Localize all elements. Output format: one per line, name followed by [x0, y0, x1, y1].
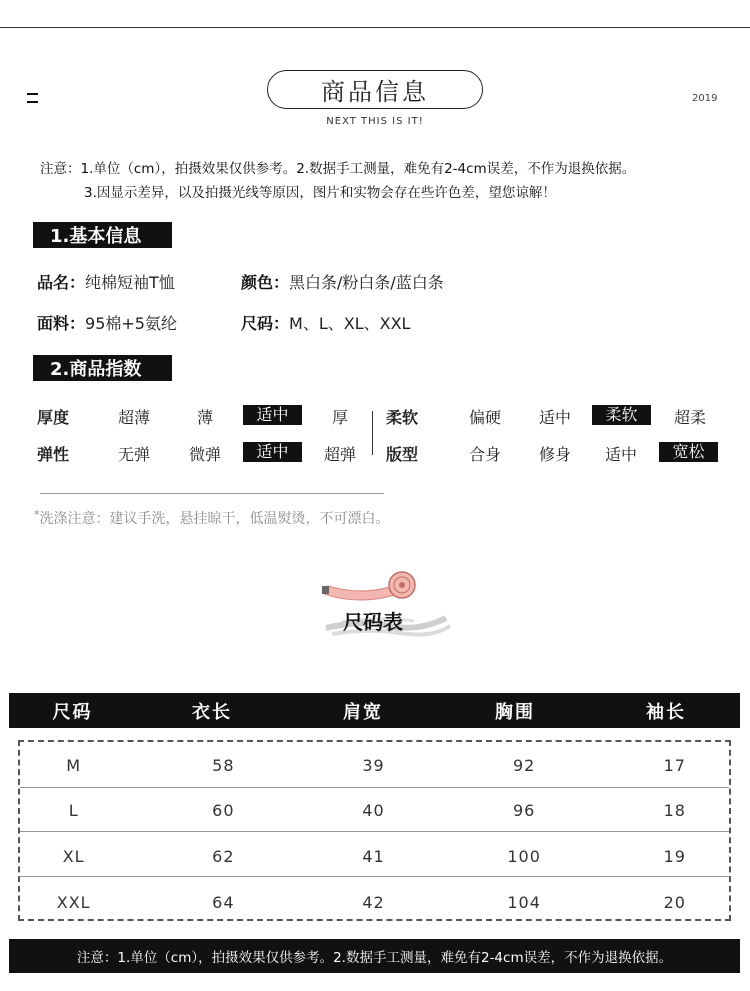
table-row [20, 833, 729, 879]
index-option: 超薄 [117, 408, 150, 427]
row-divider [20, 831, 729, 832]
info-material [37, 311, 177, 334]
top-rule [0, 27, 750, 28]
wash-rule [40, 493, 384, 494]
info-key: 面料： [37, 314, 86, 333]
index-option: 合身 [468, 445, 501, 464]
notice-line-1: 注意：1.单位（cm），拍摄效果仅供参考。2.数据手工测量，难免有2-4cm误差，不作为退换依据。 [40, 161, 636, 177]
table-cell: XL [62, 846, 85, 866]
info-value: 纯棉短袖T恤 [85, 273, 175, 292]
size-chart-title: 尺码表 [343, 610, 403, 634]
index-option: 超柔 [673, 408, 706, 427]
index-option: 无弹 [117, 445, 150, 464]
section-heading-basic: 1.基本信息 [33, 222, 172, 248]
table-cell: 64 [212, 892, 235, 912]
table-cell: M [66, 755, 82, 775]
info-product-name [37, 270, 175, 293]
menu-mark-icon [27, 93, 38, 103]
table-cell: 40 [362, 800, 385, 820]
section-heading-index: 2.商品指数 [33, 355, 172, 381]
index-label-fit: 版型 [386, 445, 419, 464]
table-cell: 96 [512, 800, 536, 820]
info-value: M、L、XL、XXL [289, 314, 411, 333]
info-color [241, 270, 444, 293]
table-cell: 42 [362, 892, 385, 912]
table-cell: 100 [507, 846, 541, 866]
index-option: 厚 [331, 408, 348, 427]
index-option: 适中 [604, 445, 637, 464]
info-key: 品名： [37, 273, 86, 292]
table-cell: 62 [212, 846, 235, 866]
index-option-selected: 宽松 [659, 442, 718, 462]
table-cell: 18 [663, 800, 686, 820]
index-option: 偏硬 [468, 408, 501, 427]
wash-text: 洗涤注意：建议手洗，悬挂晾干，低温熨烫，不可漂白。 [39, 511, 390, 527]
index-option: 超弹 [323, 445, 356, 464]
index-label-softness: 柔软 [386, 408, 419, 427]
column-header: 衣长 [192, 701, 232, 723]
column-header: 袖长 [646, 701, 686, 723]
info-value: 95棉+5氨纶 [85, 314, 177, 333]
index-option-selected: 适中 [243, 442, 302, 462]
info-key: 颜色： [241, 273, 290, 292]
table-cell: 41 [362, 846, 385, 866]
table-cell: 39 [362, 755, 385, 775]
index-option: 适中 [538, 408, 571, 427]
table-row [20, 879, 729, 925]
info-size [241, 311, 410, 334]
index-option: 薄 [196, 408, 213, 427]
table-cell: 92 [512, 755, 536, 775]
index-label-thickness: 厚度 [37, 408, 70, 427]
index-option: 微弹 [188, 445, 221, 464]
asterisk: * [34, 508, 40, 521]
year-label: 2019 [692, 93, 718, 104]
notice-text [40, 157, 740, 205]
table-row [20, 787, 729, 833]
table-cell: 58 [212, 755, 235, 775]
index-option: 修身 [538, 445, 571, 464]
table-cell: L [68, 800, 79, 820]
footer-notice: 注意：1.单位（cm），拍摄效果仅供参考。2.数据手工测量，难免有2-4cm误差，不作为退换依据。 [9, 939, 740, 973]
page-subtitle: NEXT THIS IS IT! [326, 116, 424, 127]
row-divider [20, 876, 729, 877]
index-label-elasticity: 弹性 [37, 445, 70, 464]
index-divider [372, 411, 373, 455]
info-key: 尺码： [241, 314, 290, 333]
table-cell: 20 [663, 892, 686, 912]
index-option-selected: 适中 [243, 405, 302, 425]
notice-line-2: 3.因显示差异，以及拍摄光线等原因，图片和实物会存在些许色差，望您谅解！ [84, 185, 556, 201]
table-cell: XXL [56, 892, 91, 912]
column-header: 胸围 [495, 701, 535, 723]
table-cell: 104 [507, 892, 541, 912]
column-header: 肩宽 [343, 701, 383, 723]
size-table-header [9, 693, 740, 728]
index-option-selected: 柔软 [592, 405, 651, 425]
table-cell: 17 [663, 755, 686, 775]
table-cell: 60 [212, 800, 235, 820]
column-header: 尺码 [52, 701, 93, 723]
table-cell: 19 [663, 846, 686, 866]
table-row [20, 742, 729, 788]
wash-note [34, 508, 390, 528]
page-title: 商品信息 [267, 70, 483, 109]
info-value: 黑白条/粉白条/蓝白条 [289, 273, 444, 292]
size-table-body [18, 740, 731, 921]
